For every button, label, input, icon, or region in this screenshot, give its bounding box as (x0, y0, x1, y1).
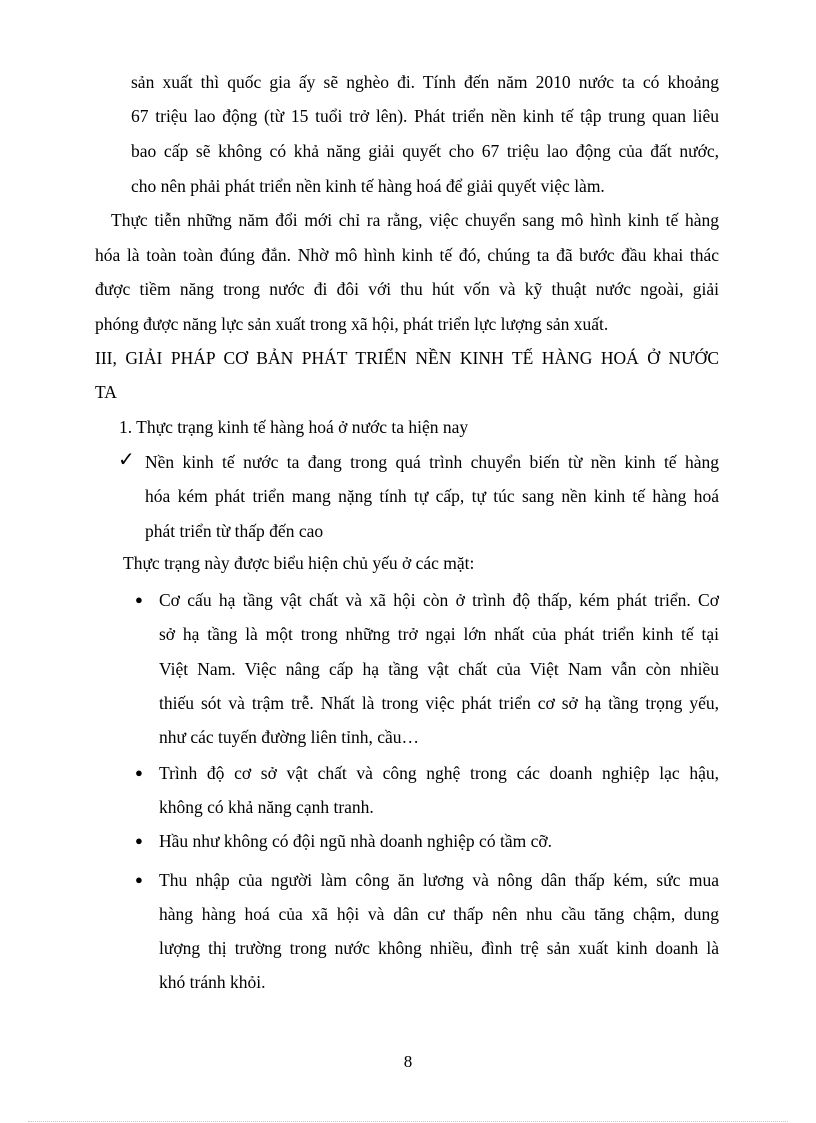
list-item-line: không có khả năng cạnh tranh. (159, 797, 374, 817)
check-item-line: hóa kém phát triển mang nặng tính tự cấp, tự túc sang nền kinh tế hàng hoá (145, 486, 719, 506)
page-number: 8 (403, 1052, 413, 1071)
paragraph-2-line: phóng được năng lực sản xuất trong xã hội, phát triển lực lượng sản xuất. (95, 314, 609, 334)
paragraph-2-line: Thực tiễn những năm đổi mới chỉ ra rằng, việc chuyển sang mô hình kinh tế hàng (111, 210, 719, 230)
paragraph-1-line: sản xuất thì quốc gia ấy sẽ nghèo đi. Tính đến năm 2010 nước ta có khoảng (131, 72, 719, 92)
checkmark-icon: ✓ (118, 449, 135, 471)
list-item-line: Việt Nam. Việc nâng cấp hạ tầng vật chất của Việt Nam vẫn còn nhiều (159, 659, 719, 679)
list-item-line: lượng thị trường trong nước không nhiều, đình trệ sản xuất kinh doanh là (159, 938, 719, 958)
list-item-line: Cơ cấu hạ tầng vật chất và xã hội còn ở trình độ thấp, kém phát triển. Cơ (159, 590, 719, 610)
paragraph-1-line: 67 triệu lao động (từ 15 tuổi trở lên). Phát triển nền kinh tế tập trung quan liêu (131, 106, 719, 126)
paragraph-2-line: được tiềm năng trong nước đi đôi với thu hút vốn và kỹ thuật nước ngoài, giải (95, 279, 719, 299)
list-item-line: khó tránh khỏi. (159, 972, 266, 992)
bullet-icon: ● (135, 765, 143, 780)
section-heading-line: III, GIẢI PHÁP CƠ BẢN PHÁT TRIỂN NỀN KINH TẾ HÀNG HOÁ Ở NƯỚC (95, 348, 719, 368)
paragraph-2-line: hóa là toàn toàn đúng đắn. Nhờ mô hình kinh tế đó, chúng ta đã bước đầu khai thác (95, 245, 719, 265)
paragraph-1-line: cho nên phải phát triển nền kinh tế hàng hoá để giải quyết việc làm. (131, 176, 605, 196)
footer-divider (28, 1121, 788, 1122)
list-item-line: Thu nhập của người làm công ăn lương và nông dân thấp kém, sức mua (159, 870, 719, 890)
list-item-line: thiếu sót và trậm trễ. Nhất là trong việc phát triển cơ sở hạ tầng trọng yếu, (159, 693, 719, 713)
intro-text: Thực trạng này được biểu hiện chủ yếu ở các mặt: (123, 553, 475, 573)
list-item-line: như các tuyến đường liên tỉnh, cầu… (159, 727, 420, 747)
list-item-line: Hầu như không có đội ngũ nhà doanh nghiệp có tầm cỡ. (159, 831, 552, 851)
section-heading-line: TA (95, 382, 117, 402)
bullet-icon: ● (135, 872, 143, 887)
check-item-line: phát triển từ thấp đến cao (145, 521, 324, 541)
bullet-icon: ● (135, 592, 143, 607)
list-item-line: hàng hàng hoá của xã hội và dân cư thấp nên nhu cầu tăng chậm, dung (159, 904, 719, 924)
list-item-line: Trình độ cơ sở vật chất và công nghệ trong các doanh nghiệp lạc hậu, (159, 763, 719, 783)
check-item-line: Nền kinh tế nước ta đang trong quá trình chuyển biến từ nền kinh tế hàng (145, 452, 719, 472)
list-item-line: sở hạ tầng là một trong những trở ngại lớn nhất của phát triển kinh tế tại (159, 624, 719, 644)
bullet-icon: ● (135, 833, 143, 848)
subheading-1: 1. Thực trạng kinh tế hàng hoá ở nước ta hiện nay (119, 417, 469, 437)
paragraph-1-line: bao cấp sẽ không có khả năng giải quyết cho 67 triệu lao động của đất nước, (131, 141, 719, 161)
